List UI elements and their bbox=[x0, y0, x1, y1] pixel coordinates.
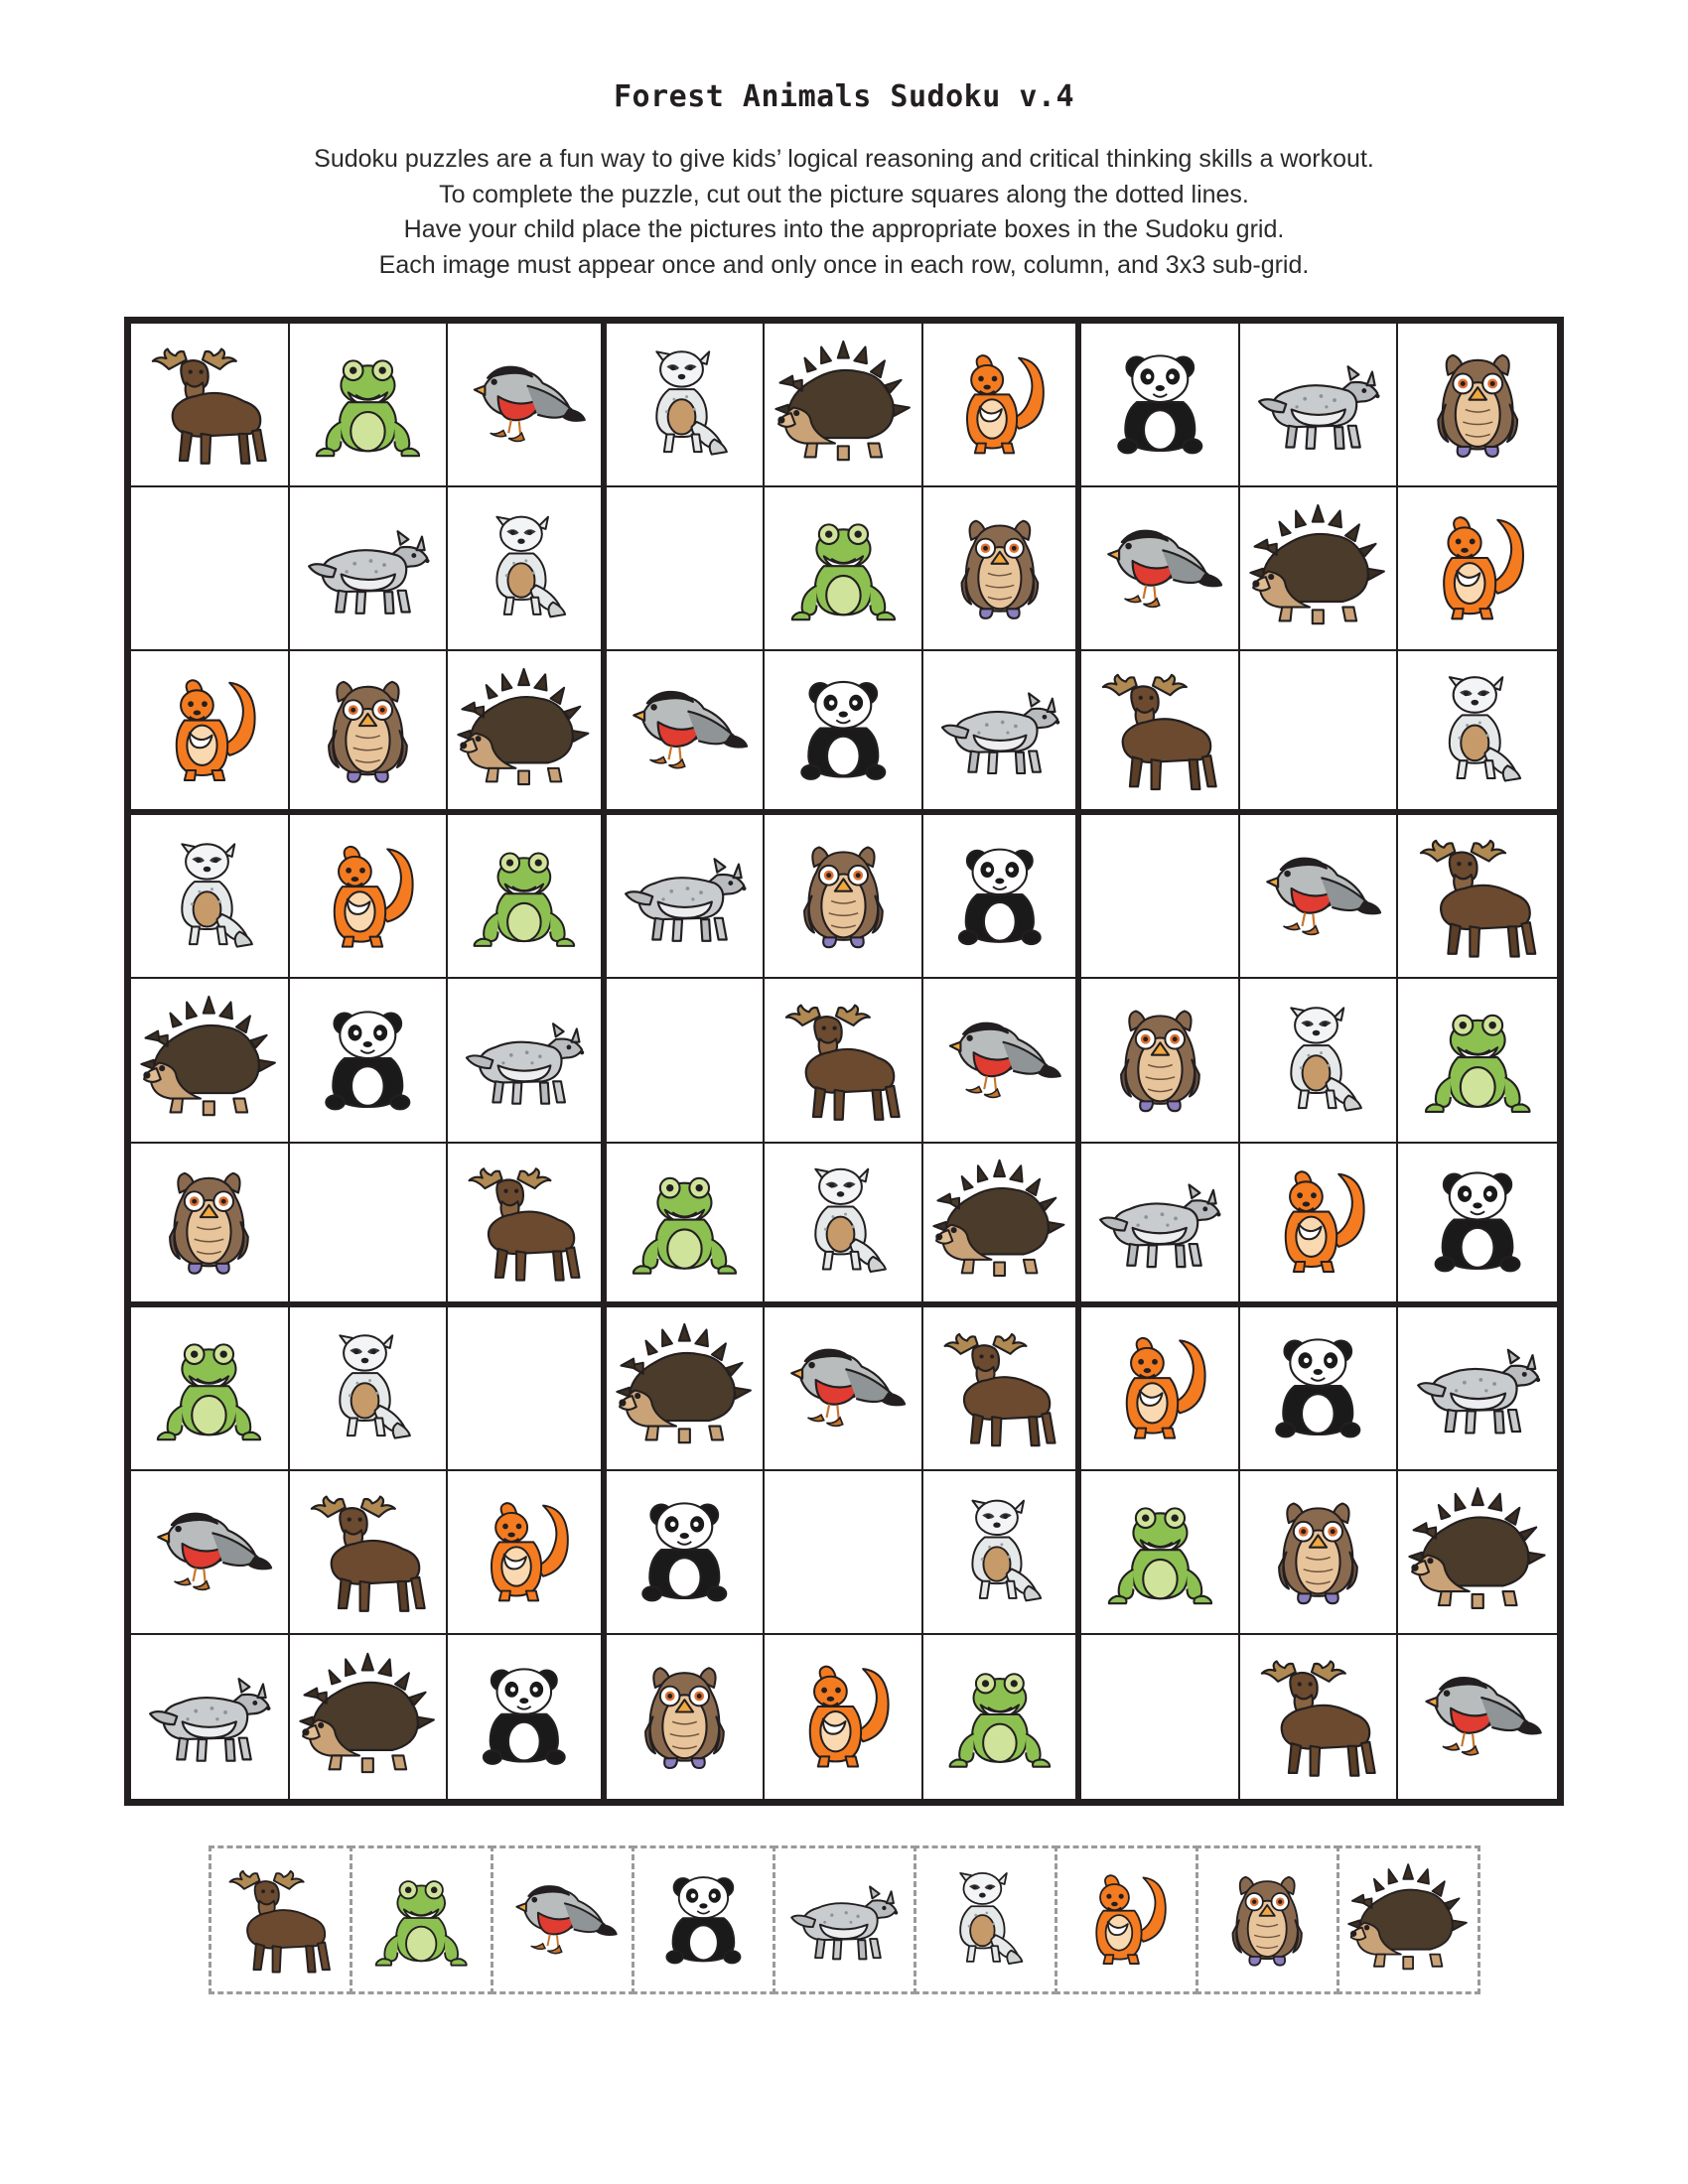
owl-icon bbox=[923, 487, 1076, 649]
sudoku-cell-panda[interactable] bbox=[1240, 1307, 1399, 1471]
hedgehog-icon bbox=[923, 1144, 1076, 1301]
sudoku-cell-empty[interactable] bbox=[607, 979, 766, 1143]
sudoku-cell-bullfinch[interactable] bbox=[131, 1471, 290, 1635]
panda-icon bbox=[607, 1471, 764, 1633]
sudoku-cell-moose[interactable] bbox=[1081, 651, 1240, 815]
cutout-tile-raccoon[interactable] bbox=[914, 1845, 1057, 1994]
moose-icon bbox=[211, 1848, 350, 1991]
frog-icon bbox=[352, 1848, 491, 1991]
sudoku-cell-owl[interactable] bbox=[1081, 979, 1240, 1143]
sudoku-cell-empty[interactable] bbox=[607, 487, 766, 651]
sudoku-cell-panda[interactable] bbox=[923, 815, 1082, 979]
sudoku-cell-owl[interactable] bbox=[923, 487, 1082, 651]
instructions bbox=[159, 142, 1529, 283]
panda-icon bbox=[1398, 1144, 1557, 1301]
sudoku-cell-wolf[interactable] bbox=[923, 651, 1082, 815]
sudoku-cell-frog[interactable] bbox=[1081, 1471, 1240, 1635]
owl-icon bbox=[607, 1635, 764, 1799]
sudoku-cell-empty[interactable] bbox=[448, 1307, 607, 1471]
sudoku-cell-raccoon[interactable] bbox=[290, 1307, 449, 1471]
moose-icon bbox=[765, 979, 921, 1141]
sudoku-cell-panda[interactable] bbox=[448, 1635, 607, 1799]
sudoku-cell-owl[interactable] bbox=[607, 1635, 766, 1799]
wolf-icon bbox=[1081, 1144, 1238, 1301]
bullfinch-icon bbox=[1081, 487, 1238, 649]
hedgehog-icon bbox=[1398, 1471, 1557, 1633]
squirrel-icon bbox=[131, 651, 288, 809]
bullfinch-icon bbox=[923, 979, 1076, 1141]
sudoku-cell-frog[interactable] bbox=[131, 1307, 290, 1471]
raccoon-icon bbox=[1240, 979, 1397, 1141]
sudoku-cell-bullfinch[interactable] bbox=[448, 324, 607, 487]
instruction-line-4: Each image must appear once and only once in each row, column, and 3x3 sub-grid. bbox=[378, 250, 1310, 279]
panda-icon bbox=[634, 1848, 773, 1991]
page-title: Forest Animals Sudoku v.4 bbox=[613, 79, 1075, 114]
sudoku-cell-empty[interactable] bbox=[131, 487, 290, 651]
wolf-icon bbox=[131, 1635, 288, 1799]
sudoku-cell-bullfinch[interactable] bbox=[1240, 815, 1399, 979]
sudoku-cell-wolf[interactable] bbox=[607, 815, 766, 979]
sudoku-cell-owl[interactable] bbox=[290, 651, 449, 815]
hedgehog-icon bbox=[1240, 487, 1397, 649]
bullfinch-icon bbox=[493, 1848, 632, 1991]
squirrel-icon bbox=[1240, 1144, 1397, 1301]
sudoku-cell-panda[interactable] bbox=[765, 651, 923, 815]
sudoku-cell-raccoon[interactable] bbox=[1240, 979, 1399, 1143]
hedgehog-icon bbox=[607, 1307, 764, 1469]
sudoku-cell-wolf[interactable] bbox=[1398, 1307, 1557, 1471]
sudoku-cell-frog[interactable] bbox=[923, 1635, 1082, 1799]
bullfinch-icon bbox=[1398, 1635, 1557, 1799]
sudoku-cell-squirrel[interactable] bbox=[1240, 1144, 1399, 1307]
sudoku-cell-hedgehog[interactable] bbox=[290, 1635, 449, 1799]
cutout-tile-frog[interactable] bbox=[350, 1845, 493, 1994]
sudoku-cell-empty[interactable] bbox=[1081, 815, 1240, 979]
sudoku-cell-squirrel[interactable] bbox=[1081, 1307, 1240, 1471]
sudoku-cell-squirrel[interactable] bbox=[448, 1471, 607, 1635]
squirrel-icon bbox=[923, 324, 1076, 485]
moose-icon bbox=[1240, 1635, 1397, 1799]
hedgehog-icon bbox=[1339, 1848, 1477, 1991]
cutout-tile-wolf[interactable] bbox=[773, 1845, 916, 1994]
moose-icon bbox=[1081, 651, 1238, 809]
raccoon-icon bbox=[290, 1307, 447, 1469]
instruction-line-2: To complete the puzzle, cut out the picture squares along the dotted lines. bbox=[439, 180, 1249, 208]
cutout-tile-moose[interactable] bbox=[209, 1845, 352, 1994]
sudoku-cell-wolf[interactable] bbox=[131, 1635, 290, 1799]
sudoku-cell-bullfinch[interactable] bbox=[765, 1307, 923, 1471]
owl-icon bbox=[1240, 1471, 1397, 1633]
raccoon-icon bbox=[916, 1848, 1055, 1991]
sudoku-cell-frog[interactable] bbox=[1398, 979, 1557, 1143]
squirrel-icon bbox=[1398, 487, 1557, 649]
sudoku-cell-hedgehog[interactable] bbox=[607, 1307, 766, 1471]
moose-icon bbox=[1398, 815, 1557, 977]
sudoku-cell-squirrel[interactable] bbox=[923, 324, 1082, 487]
sudoku-cell-panda[interactable] bbox=[1081, 324, 1240, 487]
bullfinch-icon bbox=[765, 1307, 921, 1469]
panda-icon bbox=[923, 815, 1076, 977]
cutout-tile-owl[interactable] bbox=[1196, 1845, 1339, 1994]
panda-icon bbox=[1240, 1307, 1397, 1469]
panda-icon bbox=[448, 1635, 601, 1799]
instruction-line-3: Have your child place the pictures into the appropriate boxes in the Sudoku grid. bbox=[403, 215, 1285, 243]
sudoku-cell-owl[interactable] bbox=[765, 815, 923, 979]
sudoku-cell-hedgehog[interactable] bbox=[1398, 1471, 1557, 1635]
sudoku-cell-empty[interactable] bbox=[1240, 651, 1399, 815]
owl-icon bbox=[1198, 1848, 1336, 1991]
sudoku-grid[interactable] bbox=[124, 317, 1564, 1806]
sudoku-cell-bullfinch[interactable] bbox=[923, 979, 1082, 1143]
sudoku-cell-frog[interactable] bbox=[290, 324, 449, 487]
sudoku-cell-bullfinch[interactable] bbox=[1398, 1635, 1557, 1799]
owl-icon bbox=[765, 815, 921, 977]
sudoku-cell-moose[interactable] bbox=[1240, 1635, 1399, 1799]
instruction-line-1: Sudoku puzzles are a fun way to give kids’ logical reasoning and critical thinking skills a workout. bbox=[314, 145, 1374, 173]
moose-icon bbox=[290, 1471, 447, 1633]
cutout-tile-squirrel[interactable] bbox=[1055, 1845, 1198, 1994]
panda-icon bbox=[1081, 324, 1238, 485]
wolf-icon bbox=[775, 1848, 914, 1991]
squirrel-icon bbox=[1081, 1307, 1238, 1469]
moose-icon bbox=[923, 1307, 1076, 1469]
sudoku-cell-raccoon[interactable] bbox=[765, 1144, 923, 1307]
hedgehog-icon bbox=[448, 651, 601, 809]
sudoku-cell-squirrel[interactable] bbox=[765, 1635, 923, 1799]
cutout-strip-container bbox=[94, 1845, 1594, 1994]
bullfinch-icon bbox=[131, 1471, 288, 1633]
sudoku-cell-wolf[interactable] bbox=[1081, 1144, 1240, 1307]
frog-icon bbox=[1081, 1471, 1238, 1633]
sudoku-cell-raccoon[interactable] bbox=[1398, 651, 1557, 815]
raccoon-icon bbox=[607, 324, 764, 485]
hedgehog-icon bbox=[765, 324, 921, 485]
frog-icon bbox=[923, 1635, 1076, 1799]
sudoku-cell-bullfinch[interactable] bbox=[1081, 487, 1240, 651]
cutout-tile-bullfinch[interactable] bbox=[491, 1845, 634, 1994]
sudoku-cell-squirrel[interactable] bbox=[1398, 487, 1557, 651]
sudoku-cell-empty[interactable] bbox=[1081, 1635, 1240, 1799]
sudoku-cell-squirrel[interactable] bbox=[290, 815, 449, 979]
sudoku-cell-owl[interactable] bbox=[1240, 1471, 1399, 1635]
raccoon-icon bbox=[448, 487, 601, 649]
squirrel-icon bbox=[448, 1471, 601, 1633]
sudoku-cell-frog[interactable] bbox=[765, 487, 923, 651]
owl-icon bbox=[1398, 324, 1557, 485]
squirrel-icon bbox=[765, 1635, 921, 1799]
wolf-icon bbox=[448, 979, 601, 1141]
owl-icon bbox=[290, 651, 447, 809]
sudoku-cell-hedgehog[interactable] bbox=[131, 979, 290, 1143]
sudoku-cell-hedgehog[interactable] bbox=[923, 1144, 1082, 1307]
panda-icon bbox=[290, 979, 447, 1141]
raccoon-icon bbox=[1398, 651, 1557, 809]
frog-icon bbox=[765, 487, 921, 649]
sudoku-cell-owl[interactable] bbox=[1398, 324, 1557, 487]
frog-icon bbox=[1398, 979, 1557, 1141]
bullfinch-icon bbox=[448, 324, 601, 485]
cutout-tile-hedgehog[interactable] bbox=[1336, 1845, 1480, 1994]
sudoku-cell-bullfinch[interactable] bbox=[607, 651, 766, 815]
bullfinch-icon bbox=[1240, 815, 1397, 977]
owl-icon bbox=[1081, 979, 1238, 1141]
sudoku-cell-moose[interactable] bbox=[923, 1307, 1082, 1471]
sudoku-cell-moose[interactable] bbox=[448, 1144, 607, 1307]
sudoku-cell-frog[interactable] bbox=[607, 1144, 766, 1307]
cutout-strip[interactable] bbox=[209, 1845, 1480, 1994]
sudoku-cell-hedgehog[interactable] bbox=[448, 651, 607, 815]
sudoku-cell-panda[interactable] bbox=[290, 979, 449, 1143]
wolf-icon bbox=[607, 815, 764, 977]
sudoku-cell-raccoon[interactable] bbox=[923, 1471, 1082, 1635]
hedgehog-icon bbox=[290, 1635, 447, 1799]
sudoku-cell-hedgehog[interactable] bbox=[1240, 487, 1399, 651]
wolf-icon bbox=[1240, 324, 1397, 485]
frog-icon bbox=[131, 1307, 288, 1469]
sudoku-cell-raccoon[interactable] bbox=[607, 324, 766, 487]
sudoku-cell-wolf[interactable] bbox=[1240, 324, 1399, 487]
cutout-tile-panda[interactable] bbox=[632, 1845, 775, 1994]
sudoku-cell-raccoon[interactable] bbox=[448, 487, 607, 651]
bullfinch-icon bbox=[607, 651, 764, 809]
frog-icon bbox=[448, 815, 601, 977]
moose-icon bbox=[131, 324, 288, 485]
squirrel-icon bbox=[1057, 1848, 1196, 1991]
sudoku-cell-hedgehog[interactable] bbox=[765, 324, 923, 487]
wolf-icon bbox=[923, 651, 1076, 809]
sudoku-cell-wolf[interactable] bbox=[448, 979, 607, 1143]
sudoku-cell-moose[interactable] bbox=[290, 1471, 449, 1635]
sudoku-cell-empty[interactable] bbox=[765, 1471, 923, 1635]
sudoku-cell-empty[interactable] bbox=[290, 1144, 449, 1307]
hedgehog-icon bbox=[131, 979, 288, 1141]
frog-icon bbox=[290, 324, 447, 485]
sudoku-cell-raccoon[interactable] bbox=[131, 815, 290, 979]
raccoon-icon bbox=[765, 1144, 921, 1301]
sudoku-cell-moose[interactable] bbox=[765, 979, 923, 1143]
sudoku-cell-wolf[interactable] bbox=[290, 487, 449, 651]
raccoon-icon bbox=[131, 815, 288, 977]
sudoku-cell-moose[interactable] bbox=[131, 324, 290, 487]
sudoku-cell-owl[interactable] bbox=[131, 1144, 290, 1307]
owl-icon bbox=[131, 1144, 288, 1301]
wolf-icon bbox=[290, 487, 447, 649]
panda-icon bbox=[765, 651, 921, 809]
sudoku-cell-squirrel[interactable] bbox=[131, 651, 290, 815]
sudoku-cell-moose[interactable] bbox=[1398, 815, 1557, 979]
wolf-icon bbox=[1398, 1307, 1557, 1469]
sudoku-cell-panda[interactable] bbox=[1398, 1144, 1557, 1307]
sudoku-cell-panda[interactable] bbox=[607, 1471, 766, 1635]
squirrel-icon bbox=[290, 815, 447, 977]
raccoon-icon bbox=[923, 1471, 1076, 1633]
moose-icon bbox=[448, 1144, 601, 1301]
sudoku-grid-container bbox=[94, 317, 1594, 1806]
frog-icon bbox=[607, 1144, 764, 1301]
sudoku-cell-frog[interactable] bbox=[448, 815, 607, 979]
